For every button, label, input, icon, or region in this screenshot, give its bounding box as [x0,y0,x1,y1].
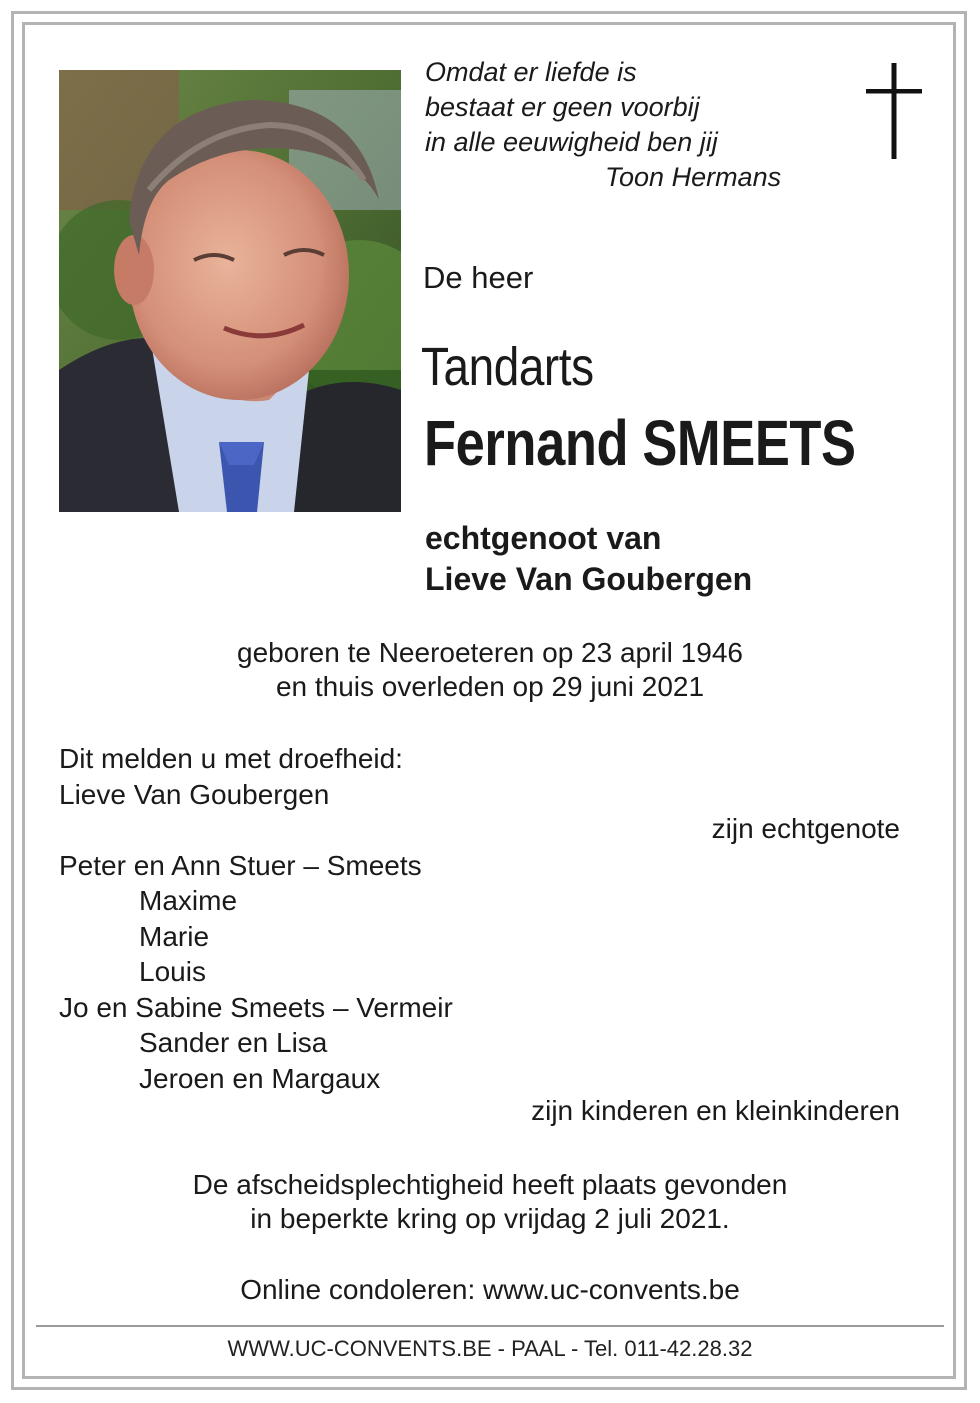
death-line: en thuis overleden op 29 juni 2021 [275,671,705,702]
spacer [59,812,453,848]
spouse-relation-label: zijn echtgenote [711,813,900,844]
ceremony-line: De afscheidsplechtigheid heeft plaats gevonden [192,1169,788,1200]
condolences-line: Online condoleren: www.uc-convents.be [240,1274,740,1305]
divider [36,1325,944,1327]
ceremony-block [0,1168,980,1236]
mourner-spouse: Lieve Van Goubergen [59,778,330,810]
poem [425,55,781,195]
birth-line: geboren te Neeroeteren op 23 april 1946 [237,637,743,668]
children-relation-label: zijn kinderen en kleinkinderen [531,1095,900,1126]
ceremony-line: in beperkte kring op vrijdag 2 juli 2021. [250,1203,730,1234]
family-line: Peter en Ann Stuer – Smeets [59,849,422,881]
grandchild: Sander en Lisa [139,1027,328,1058]
grandchild: Louis [139,956,206,987]
profession-title: Tandarts [421,337,594,397]
poem-line: bestaat er geen voorbij [425,92,700,122]
spouse-name: Lieve Van Goubergen [425,561,753,597]
footer-contact: WWW.UC-CONVENTS.BE - PAAL - Tel. 011-42.28.32 [227,1336,753,1361]
mourners-intro: Dit melden u met droefheid: [59,743,403,774]
spouse-relation: echtgenoot van [425,520,662,556]
grandchild: Maxime [139,885,238,916]
grandchild: Marie [139,920,210,952]
family-line: Jo en Sabine Smeets – Vermeir [59,991,453,1023]
portrait-photo [59,70,401,512]
poem-line: in alle eeuwigheid ben jij [425,127,718,157]
cross-icon [866,63,922,159]
grandchild: Jeroen en Margaux [139,1062,381,1094]
poem-line: Omdat er liefde is [425,57,637,87]
mourners-list [59,741,453,1096]
salutation: De heer [423,260,534,295]
deceased-name: Fernand SMEETS [424,407,856,479]
poem-author: Toon Hermans [605,162,782,192]
spouse-block [425,518,752,600]
dates-block [0,636,980,704]
